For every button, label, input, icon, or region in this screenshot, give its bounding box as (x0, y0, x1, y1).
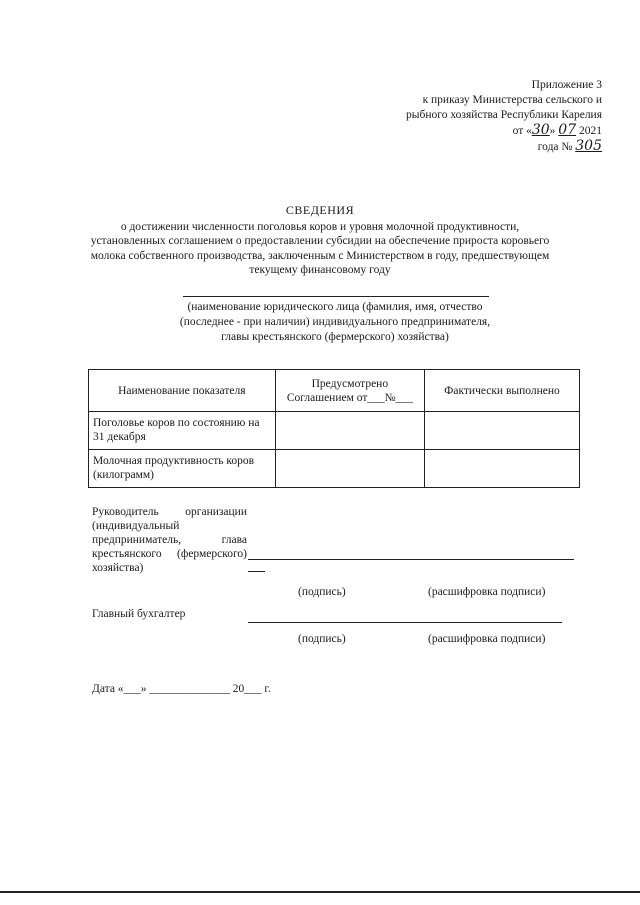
appendix-line-3: рыбного хозяйства Республики Карелия (406, 109, 602, 121)
handwritten-number: 305 (575, 138, 602, 154)
appendix-date: от «30» 07 2021 (512, 122, 602, 138)
indicators-table (88, 369, 580, 488)
handwritten-day: 30 (531, 122, 550, 138)
date-line: Дата «___» ______________ 20___ г. (92, 683, 271, 695)
head-signature-caption: (подпись) (298, 586, 346, 598)
head-signature-line-tail (248, 571, 265, 572)
appendix-line-1: Приложение 3 (531, 79, 602, 91)
table-cell (425, 412, 580, 450)
title-line-3: молока собственного производства, заключенным с Министерством в году, предшествующем (90, 249, 550, 262)
title-heading: СВЕДЕНИЯ (285, 203, 355, 217)
org-caption-line-3: главы крестьянского (фермерского) хозяйства) (221, 331, 449, 343)
org-caption-line-2: (последнее - при наличии) индивидуального предпринимателя, (179, 316, 491, 328)
table-cell: Поголовье коров по состоянию на 31 декабря (89, 412, 276, 450)
table-header-cell: Наименование показателя (89, 370, 276, 412)
org-caption (150, 300, 520, 345)
accountant-signature-caption: (подпись) (298, 633, 346, 645)
table-header-cell: Фактически выполнено (425, 370, 580, 412)
table-cell (425, 450, 580, 488)
table-header-cell: Предусмотрено Соглашением от___№___ (275, 370, 424, 412)
appendix-line-2: к приказу Министерства сельского и (422, 94, 602, 106)
title-line-2: установленных соглашением о предоставлении субсидии на обеспечение прироста коровьего (90, 235, 550, 247)
appendix-number: года № 305 (537, 138, 602, 154)
table-row (89, 450, 580, 488)
table-cell (275, 412, 424, 450)
document-title (60, 203, 580, 278)
title-line-4: текущему финансовому году (249, 264, 391, 276)
table-cell: Молочная продуктивность коров (килограмм) (89, 450, 276, 488)
table-header-row (89, 370, 580, 412)
accountant-decipher-caption: (расшифровка подписи) (428, 633, 546, 645)
handwritten-month: 07 (558, 122, 577, 138)
head-signature-line (248, 559, 574, 560)
page-bottom-rule (0, 891, 640, 893)
head-decipher-caption: (расшифровка подписи) (428, 586, 546, 598)
accountant-signature-line (248, 622, 562, 623)
table-row (89, 412, 580, 450)
appendix-header (342, 78, 602, 155)
org-caption-line-1: (наименование юридического лица (фамилия, имя, отчество (187, 301, 483, 313)
accountant-label: Главный бухгалтер (92, 608, 186, 620)
org-name-line (183, 296, 489, 297)
head-label: Руководитель организации (индивидуальный предприниматель, глава крестьянского (фермерского) хозяйства) (92, 506, 247, 574)
table-cell (275, 450, 424, 488)
title-line-1: о достижении численности поголовья коров и уровня молочной продуктивности, (120, 220, 520, 233)
appendix-year: 2021 (579, 125, 602, 137)
